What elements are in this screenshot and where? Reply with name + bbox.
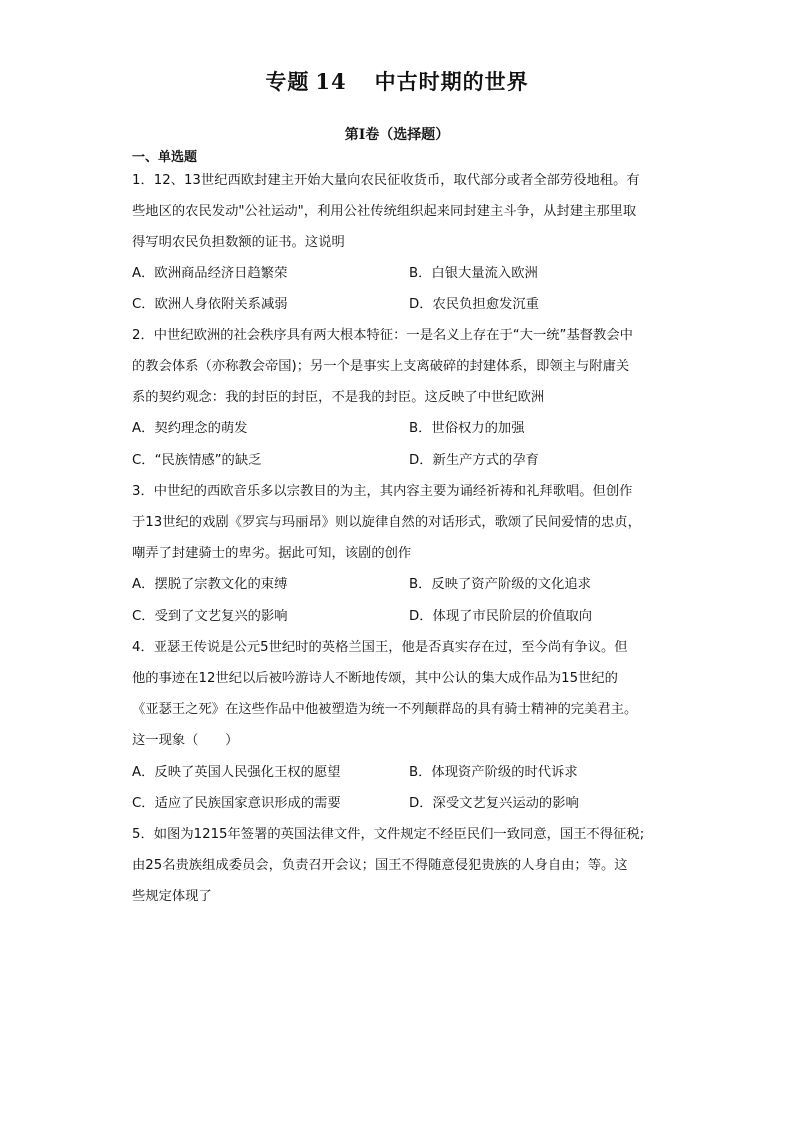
question-1-option-c: C．欧洲人身依附关系减弱 (132, 297, 288, 312)
question-3-option-c: C．受到了文艺复兴的影响 (132, 609, 288, 624)
question-1-option-d: D．农民负担愈发沉重 (409, 297, 539, 312)
question-5-line-3: 些规定体现了 (132, 889, 212, 904)
question-4-option-a: A．反映了英国人民强化王权的愿望 (132, 765, 341, 780)
question-2-option-c: C．“民族情感”的缺乏 (132, 453, 262, 468)
title-prefix: 专题 (265, 69, 310, 94)
question-1-option-a: A．欧洲商品经济日趋繁荣 (132, 266, 288, 281)
question-1-line-3: 得写明农民负担数额的证书。这说明 (132, 235, 345, 250)
question-2-line-1: 2．中世纪欧洲的社会秩序具有两大根本特征：一是名义上存在于“大一统”基督教会中 (132, 328, 633, 343)
question-2-option-a: A．契约理念的萌发 (132, 421, 248, 436)
page-title (0, 66, 794, 96)
question-4-option-b: B．体现资产阶级的时代诉求 (409, 765, 578, 780)
question-4-line-2: 他的事迹在12世纪以后被吟游诗人不断地传颂，其中公认的集大成作品为15世纪的 (132, 671, 618, 686)
question-3-option-a: A．摆脱了宗教文化的束缚 (132, 577, 288, 592)
question-3-line-1: 3．中世纪的西欧音乐多以宗教目的为主，其内容主要为诵经祈祷和礼拜歌唱。但创作 (132, 484, 633, 499)
question-1-option-b: B．白银大量流入欧洲 (409, 266, 538, 281)
question-4-option-c: C．适应了民族国家意识形成的需要 (132, 796, 341, 811)
title-number: 14 (315, 69, 347, 94)
title-main: 中古时期的世界 (374, 69, 529, 94)
question-5-line-2: 由25名贵族组成委员会，负责召开会议；国王不得随意侵犯贵族的人身自由；等。这 (132, 858, 628, 873)
question-4-option-d: D．深受文艺复兴运动的影响 (409, 796, 579, 811)
question-3-line-2: 于13世纪的戏剧《罗宾与玛丽昂》则以旋律自然的对话形式，歌颂了民间爱情的忠贞， (132, 515, 641, 530)
question-1-line-2: 些地区的农民发动"公社运动"，利用公社传统组织起来同封建主斗争，从封建主那里取 (132, 204, 637, 219)
question-2-line-3: 系的契约观念：我的封臣的封臣，不是我的封臣。这反映了中世纪欧洲 (132, 390, 545, 405)
question-3-option-d: D．体现了市民阶层的价值取向 (409, 609, 593, 624)
volume-subtitle: 第Ⅰ卷（选择题） (344, 127, 450, 143)
question-2-line-2: 的教会体系（亦称教会帝国)；另一个是事实上支离破碎的封建体系，即领主与附庸关 (132, 359, 630, 374)
question-4-line-3: 《亚瑟王之死》在这些作品中他被塑造为统一不列颠群岛的具有骑士精神的完美君主。 (132, 702, 638, 717)
question-3-line-3: 嘲弄了封建骑士的卑劣。据此可知，该剧的创作 (132, 546, 412, 561)
question-2-option-b: B．世俗权力的加强 (409, 421, 525, 436)
question-3-option-b: B．反映了资产阶级的文化追求 (409, 577, 591, 592)
question-1-line-1: 1．12、13世纪西欧封建主开始大量向农民征收货币，取代部分或者全部劳役地租。有 (132, 173, 640, 188)
question-2-option-d: D．新生产方式的孕育 (409, 453, 539, 468)
question-4-line-4: 这一现象（ ） (132, 733, 239, 748)
question-4-line-1: 4．亚瑟王传说是公元5世纪时的英格兰国王，他是否真实存在过，至今尚有争议。但 (132, 640, 628, 655)
question-5-line-1: 5．如图为1215年签署的英国法律文件，文件规定不经臣民们一致同意，国王不得征税; (132, 827, 645, 842)
section-heading: 一、单选题 (132, 150, 198, 165)
